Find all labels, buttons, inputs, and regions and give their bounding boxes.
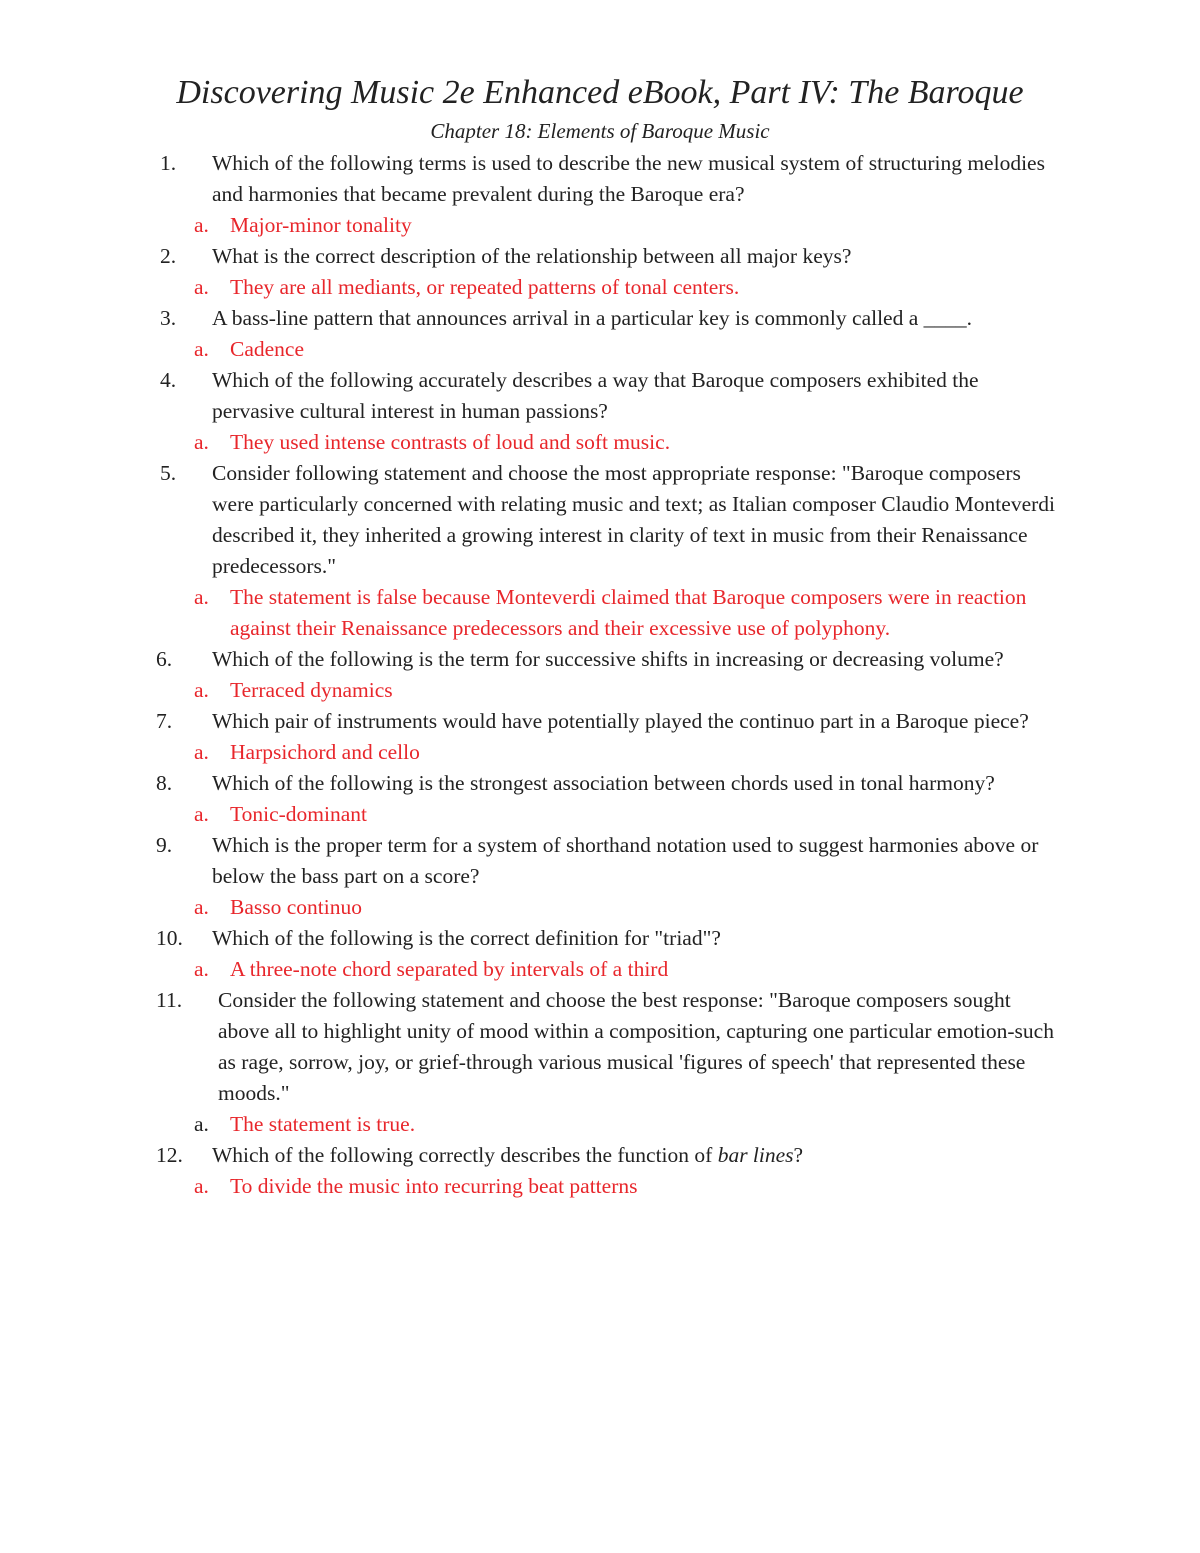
question-number: 9.	[156, 833, 173, 857]
question-number: 5.	[160, 461, 177, 485]
answer-text: To divide the music into recurring beat patterns	[230, 1174, 638, 1198]
answer-marker: a.	[194, 895, 209, 919]
answer-marker: a.	[194, 678, 209, 702]
question-number: 8.	[156, 771, 173, 795]
question-text-start: Which of the following correctly describes the function of	[212, 1143, 718, 1167]
answer-item	[160, 1171, 1060, 1202]
question-item	[156, 706, 1060, 737]
question-text-italic-term: bar lines	[717, 1143, 794, 1167]
question-number: 12.	[156, 1143, 183, 1167]
answer-item	[160, 675, 1060, 706]
question-item	[160, 365, 1060, 427]
answer-text: The statement is false because Monteverdi claimed that Baroque composers were in reaction against their Renaissance predecessors and their excessive use of polyphony.	[230, 585, 1027, 640]
question-text: Consider following statement and choose the most appropriate response: "Baroque composers were particularly concerned with relating music and text; as Italian composer Claudio Monteverdi described it, they inherited a growing interest in clarity of text in music from their Renaissance predecessors."	[212, 461, 1055, 578]
question-text: Which of the following is the term for successive shifts in increasing or decreasing volume?	[212, 647, 1004, 671]
answer-text: Terraced dynamics	[230, 678, 393, 702]
answer-item	[160, 427, 1060, 458]
question-text: Consider the following statement and choose the best response: "Baroque composers sought above all to highlight unity of mood within a composition, capturing one particular emotion-such as rage, sorrow, joy, or grief-through various musical 'figures of speech' that represented these moods."	[218, 988, 1054, 1105]
question-text: Which of the following is the correct definition for "triad"?	[212, 926, 721, 950]
answer-text: The statement is true.	[230, 1112, 416, 1136]
question-item	[156, 923, 1060, 954]
chapter-subtitle: Chapter 18: Elements of Baroque Music	[430, 119, 770, 143]
question-text	[212, 1140, 1060, 1171]
answer-marker: a.	[194, 430, 209, 454]
question-number: 10.	[156, 926, 183, 950]
answer-item	[160, 272, 1060, 303]
answer-item	[160, 954, 1060, 985]
question-item	[156, 768, 1060, 799]
answer-item	[160, 210, 1060, 241]
answer-marker: a.	[194, 802, 209, 826]
answer-item	[160, 892, 1060, 923]
answer-item	[160, 1109, 1060, 1140]
question-text: Which of the following accurately describes a way that Baroque composers exhibited the pervasive cultural interest in human passions?	[212, 368, 979, 423]
answer-marker: a.	[194, 585, 209, 609]
answer-marker: a.	[194, 337, 209, 361]
question-text: What is the correct description of the relationship between all major keys?	[212, 244, 852, 268]
answer-text: Tonic-dominant	[230, 802, 368, 826]
answer-marker: a.	[194, 740, 209, 764]
question-number: 2.	[160, 244, 177, 268]
question-text: Which is the proper term for a system of shorthand notation used to suggest harmonies above or below the bass part on a score?	[212, 833, 1039, 888]
question-text: Which of the following is the strongest association between chords used in tonal harmony?	[212, 771, 995, 795]
question-number: 3.	[160, 306, 177, 330]
answer-text: Harpsichord and cello	[230, 740, 420, 764]
answer-text: Basso continuo	[230, 895, 362, 919]
answer-marker: a.	[194, 1112, 209, 1136]
answer-marker: a.	[194, 957, 209, 981]
question-number: 6.	[156, 647, 173, 671]
question-text: A bass-line pattern that announces arrival in a particular key is commonly called a ____.	[212, 306, 973, 330]
answer-marker: a.	[194, 213, 209, 237]
answer-marker: a.	[194, 1174, 209, 1198]
question-number: 4.	[160, 368, 177, 392]
document-title: Discovering Music 2e Enhanced eBook, Part IV: The Baroque	[176, 74, 1024, 111]
question-item	[160, 241, 1060, 272]
answer-marker: a.	[194, 275, 209, 299]
answer-text: They used intense contrasts of loud and soft music.	[230, 430, 671, 454]
question-item	[160, 148, 1060, 210]
question-text: Which pair of instruments would have potentially played the continuo part in a Baroque piece?	[212, 709, 1029, 733]
question-item	[156, 985, 1060, 1109]
question-item	[160, 458, 1060, 582]
question-item	[156, 1140, 1060, 1171]
question-number: 1.	[160, 151, 177, 175]
answer-text: Major-minor tonality	[230, 213, 412, 237]
question-list	[156, 148, 1060, 1202]
question-text-end: ?	[793, 1143, 804, 1167]
question-number: 11.	[156, 988, 183, 1012]
question-item	[156, 644, 1060, 675]
question-number: 7.	[156, 709, 173, 733]
answer-item	[160, 799, 1060, 830]
answer-text: Cadence	[230, 337, 305, 361]
answer-text: A three-note chord separated by intervals of a third	[230, 957, 669, 981]
answer-item	[160, 582, 1060, 644]
question-text: Which of the following terms is used to describe the new musical system of structuring melodies and harmonies that became prevalent during the Baroque era?	[212, 151, 1045, 206]
answer-text: They are all mediants, or repeated patterns of tonal centers.	[230, 275, 740, 299]
answer-item	[160, 737, 1060, 768]
answer-item	[160, 334, 1060, 365]
question-item	[156, 830, 1060, 892]
question-item	[160, 303, 1060, 334]
